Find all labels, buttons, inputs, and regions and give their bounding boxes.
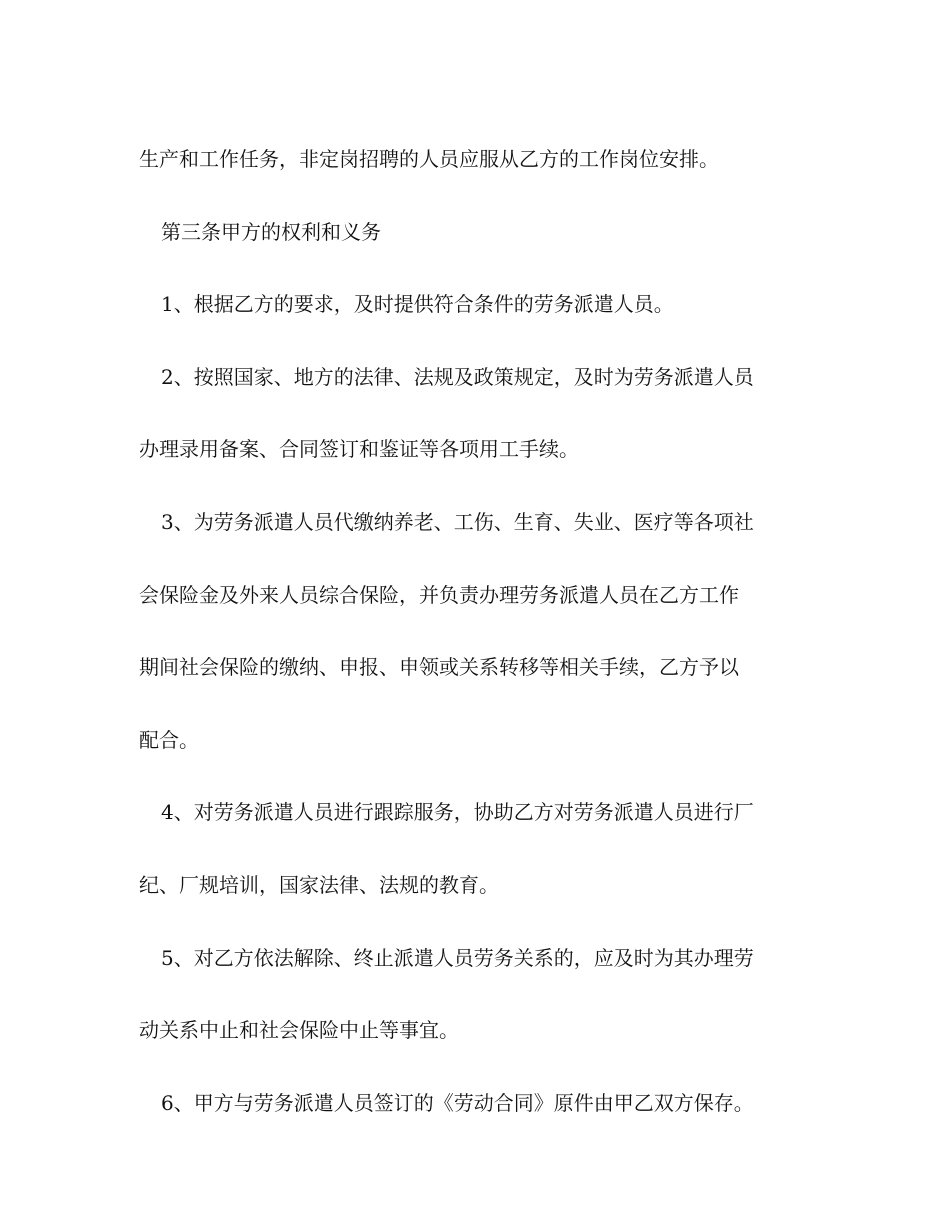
text-line: 生产和工作任务，非定岗招聘的人员应服从乙方的工作岗位安排。 <box>139 147 719 171</box>
text-line: 6、甲方与劳务派遣人员签订的《劳动合同》原件由甲乙双方保存。 <box>161 1090 754 1115</box>
text-line: 动关系中止和社会保险中止等事宜。 <box>139 1018 459 1043</box>
text-line: 3、为劳务派遣人员代缴纳养老、工伤、生育、失业、医疗等各项社 <box>161 509 754 534</box>
text-line: 配合。 <box>139 727 199 752</box>
text-line: 会保险金及外来人员综合保险，并负责办理劳务派遣人员在乙方工作 <box>139 582 739 607</box>
text-line: 5、对乙方依法解除、终止派遣人员劳务关系的，应及时为其办理劳 <box>161 945 754 970</box>
text-line: 纪、厂规培训，国家法律、法规的教育。 <box>139 872 499 897</box>
text-line: 4、对劳务派遣人员进行跟踪服务，协助乙方对劳务派遣人员进行厂 <box>161 800 754 825</box>
text-line: 1、根据乙方的要求，及时提供符合条件的劳务派遣人员。 <box>161 292 674 317</box>
section-heading: 第三条甲方的权利和义务 <box>161 219 381 244</box>
text-line: 办理录用备案、合同签订和鉴证等各项用工手续。 <box>139 437 579 462</box>
text-line: 2、按照国家、地方的法律、法规及政策规定，及时为劳务派遣人员 <box>161 364 754 389</box>
text-line: 期间社会保险的缴纳、申报、申领或关系转移等相关手续，乙方予以 <box>139 655 739 680</box>
document-body <box>139 123 819 1139</box>
